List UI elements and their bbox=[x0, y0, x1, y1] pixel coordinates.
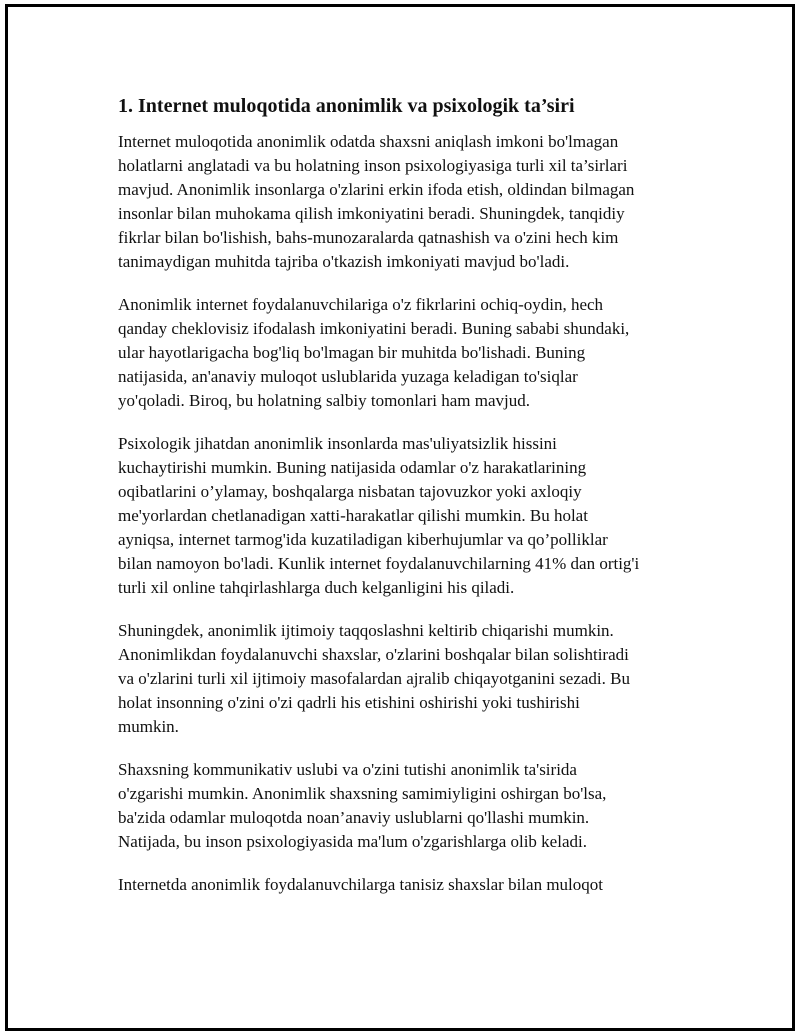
paragraph bbox=[118, 432, 698, 600]
paragraph-line: Shaxsning kommunikativ uslubi va o'zini tutishi anonimlik ta'sirida bbox=[118, 760, 577, 779]
paragraph-line: o'zgarishi mumkin. Anonimlik shaxsning samimiyligini oshirgan bo'lsa, bbox=[118, 784, 607, 803]
paragraph-line: fikrlar bilan bo'lishish, bahs-munozaralarda qatnashish va o'zini hech kim bbox=[118, 228, 619, 247]
paragraph-line: ba'zida odamlar muloqotda noan’anaviy uslublarni qo'llashi mumkin. bbox=[118, 808, 590, 827]
paragraph-container bbox=[118, 130, 698, 897]
paragraph-line: me'yorlardan chetlanadigan xatti-harakatlar qilishi mumkin. Bu holat bbox=[118, 506, 588, 525]
paragraph bbox=[118, 758, 698, 854]
paragraph-line: ayniqsa, internet tarmog'ida kuzatiladigan kiberhujumlar va qo’polliklar bbox=[118, 530, 608, 549]
paragraph bbox=[118, 873, 698, 897]
paragraph-line: yo'qoladi. Biroq, bu holatning salbiy tomonlari ham mavjud. bbox=[118, 391, 530, 410]
paragraph bbox=[118, 619, 698, 739]
paragraph-line: oqibatlarini o’ylamay, boshqalarga nisbatan tajovuzkor yoki axloqiy bbox=[118, 482, 582, 501]
paragraph-line: Shuningdek, anonimlik ijtimoiy taqqoslashni keltirib chiqarishi mumkin. bbox=[118, 621, 614, 640]
paragraph-line: mavjud. Anonimlik insonlarga o'zlarini erkin ifoda etish, oldindan bilmagan bbox=[118, 180, 635, 199]
section-title: 1. Internet muloqotida anonimlik va psixologik ta’siri bbox=[118, 95, 575, 117]
paragraph-line: ular hayotlarigacha bog'liq bo'lmagan bir muhitda bo'lishadi. Buning bbox=[118, 343, 586, 362]
document-body bbox=[118, 93, 698, 916]
paragraph-line: Internetda anonimlik foydalanuvchilarga tanisiz shaxslar bilan muloqot bbox=[118, 875, 603, 894]
paragraph-line: Anonimlikdan foydalanuvchi shaxslar, o'zlarini boshqalar bilan solishtiradi bbox=[118, 645, 629, 664]
paragraph-line: va o'zlarini turli xil ijtimoiy masofalardan ajralib chiqayotganini sezadi. Bu bbox=[118, 669, 630, 688]
paragraph-line: natijasida, an'anaviy muloqot uslublarida yuzaga keladigan to'siqlar bbox=[118, 367, 578, 386]
paragraph-line: mumkin. bbox=[118, 717, 179, 736]
paragraph-line: kuchaytirishi mumkin. Buning natijasida odamlar o'z harakatlarining bbox=[118, 458, 587, 477]
paragraph-line: Internet muloqotida anonimlik odatda shaxsni aniqlash imkoni bo'lmagan bbox=[118, 132, 619, 151]
paragraph-line: holatlarni anglatadi va bu holatning inson psixologiyasiga turli xil ta’sirlari bbox=[118, 156, 628, 175]
paragraph-line: insonlar bilan muhokama qilish imkoniyatini beradi. Shuningdek, tanqidiy bbox=[118, 204, 625, 223]
paragraph-line: Anonimlik internet foydalanuvchilariga o'z fikrlarini ochiq-oydin, hech bbox=[118, 295, 604, 314]
paragraph bbox=[118, 293, 698, 413]
paragraph-line: qanday cheklovisiz ifodalash imkoniyatini beradi. Buning sababi shundaki, bbox=[118, 319, 630, 338]
paragraph-line: turli xil online tahqirlashlarga duch kelganligini his qiladi. bbox=[118, 578, 515, 597]
paragraph-line: tanimaydigan muhitda tajriba o'tkazish imkoniyati mavjud bo'ladi. bbox=[118, 252, 570, 271]
paragraph-line: Psixologik jihatdan anonimlik insonlarda mas'uliyatsizlik hissini bbox=[118, 434, 557, 453]
paragraph-line: bilan namoyon bo'ladi. Kunlik internet foydalanuvchilarning 41% dan ortig'i bbox=[118, 554, 640, 573]
paragraph bbox=[118, 130, 698, 274]
paragraph-line: Natijada, bu inson psixologiyasida ma'lum o'zgarishlarga olib keladi. bbox=[118, 832, 587, 851]
paragraph-line: holat insonning o'zini o'zi qadrli his etishini oshirishi yoki tushirishi bbox=[118, 693, 580, 712]
